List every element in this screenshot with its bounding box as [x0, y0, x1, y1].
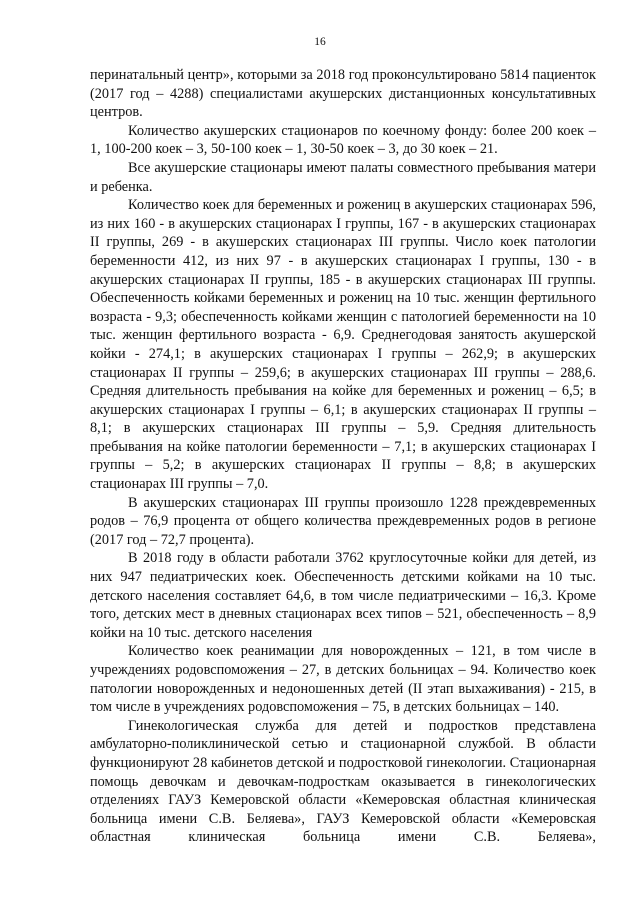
paragraph: перинатальный центр», которыми за 2018 год проконсультировано 5814 пациенток (2017 год – 4288) специалистами акушерских дистанционных консультативных центров.	[90, 67, 596, 121]
page-number: 16	[314, 36, 326, 48]
paragraph: Гинекологическая служба для детей и подростков представлена амбулаторно-поликлинической сетью и стационарной службой. В области функционируют 28 кабинетов детской и подростковой гинекологии. Стационарная помощь девочкам и девочкам-подросткам оказывается в гинекологических отделениях ГАУЗ Кемеровской области «Кемеровская областная клиническая больница имени С.В. Беляева», ГАУЗ Кемеровской области «Кемеровская областная клиническая больница имени С.В. Беляева»,	[90, 717, 596, 846]
paragraph: Все акушерские стационары имеют палаты совместного пребывания матери и ребенка.	[90, 159, 596, 195]
paragraph: Количество коек для беременных и рожениц в акушерских стационарах 596, из них 160 - в акушерских стационарах I группы, 167 - в акушерских стационарах II группы, 269 - в акушерских стационарах III группы. Число коек патологии беременности 412, из них 97 - в акушерских стационарах I группы, 130 - в акушерских стационарах II группы, 185 - в акушерских стационарах III группы. Обеспеченность койками беременных и рожениц на 10 тыс. женщин фертильного возраста - 9,3; обеспеченность койками женщин с патологией беременности на 10 тыс. женщин фертильного возраста - 6,9. Среднегодовая занятость акушерской койки - 274,1; в акушерских стационарах I группы – 262,9; в акушерских стационарах II группы – 259,6; в акушерских стационарах III группы – 288,6. Средняя длительность пребывания на койке для беременных и рожениц – 6,5; в акушерских стационарах I группы – 6,1; в акушерских стационарах II группы – 8,1; в акушерских стационарах III группы – 5,9. Средняя длительность пребывания на койке патологии беременности – 7,1; в акушерских стационарах I группы – 5,2; в акушерских стационарах II группы – 8,8; в акушерских стационарах III группы – 7,0.	[90, 197, 596, 493]
paragraph: В акушерских стационарах III группы произошло 1228 преждевременных родов – 76,9 процента от общего количества преждевременных родов в регионе (2017 год – 72,7 процента).	[90, 494, 596, 548]
paragraph: Количество акушерских стационаров по коечному фонду: более 200 коек – 1, 100-200 коек – 3, 50-100 коек – 1, 30-50 коек – 3, до 30 коек – 21.	[90, 122, 596, 158]
paragraph: В 2018 году в области работали 3762 круглосуточные койки для детей, из них 947 педиатрических коек. Обеспеченность детскими койками на 10 тыс. детского населения составляет 64,6, в том числе педиатрическими – 16,3. Кроме того, детских мест в дневных стационарах всех типов – 521, обеспеченность – 8,9 койки на 10 тыс. детского населения	[90, 550, 596, 641]
document-body	[90, 66, 596, 847]
paragraph: Количество коек реанимации для новорожденных – 121, в том числе в учреждениях родовспоможения – 27, в детских больницах – 94. Количество коек патологии новорожденных и недоношенных детей (II этап выхаживания) - 215, в том числе в учреждениях родовспоможения – 75, в детских больницах – 140.	[90, 643, 596, 716]
